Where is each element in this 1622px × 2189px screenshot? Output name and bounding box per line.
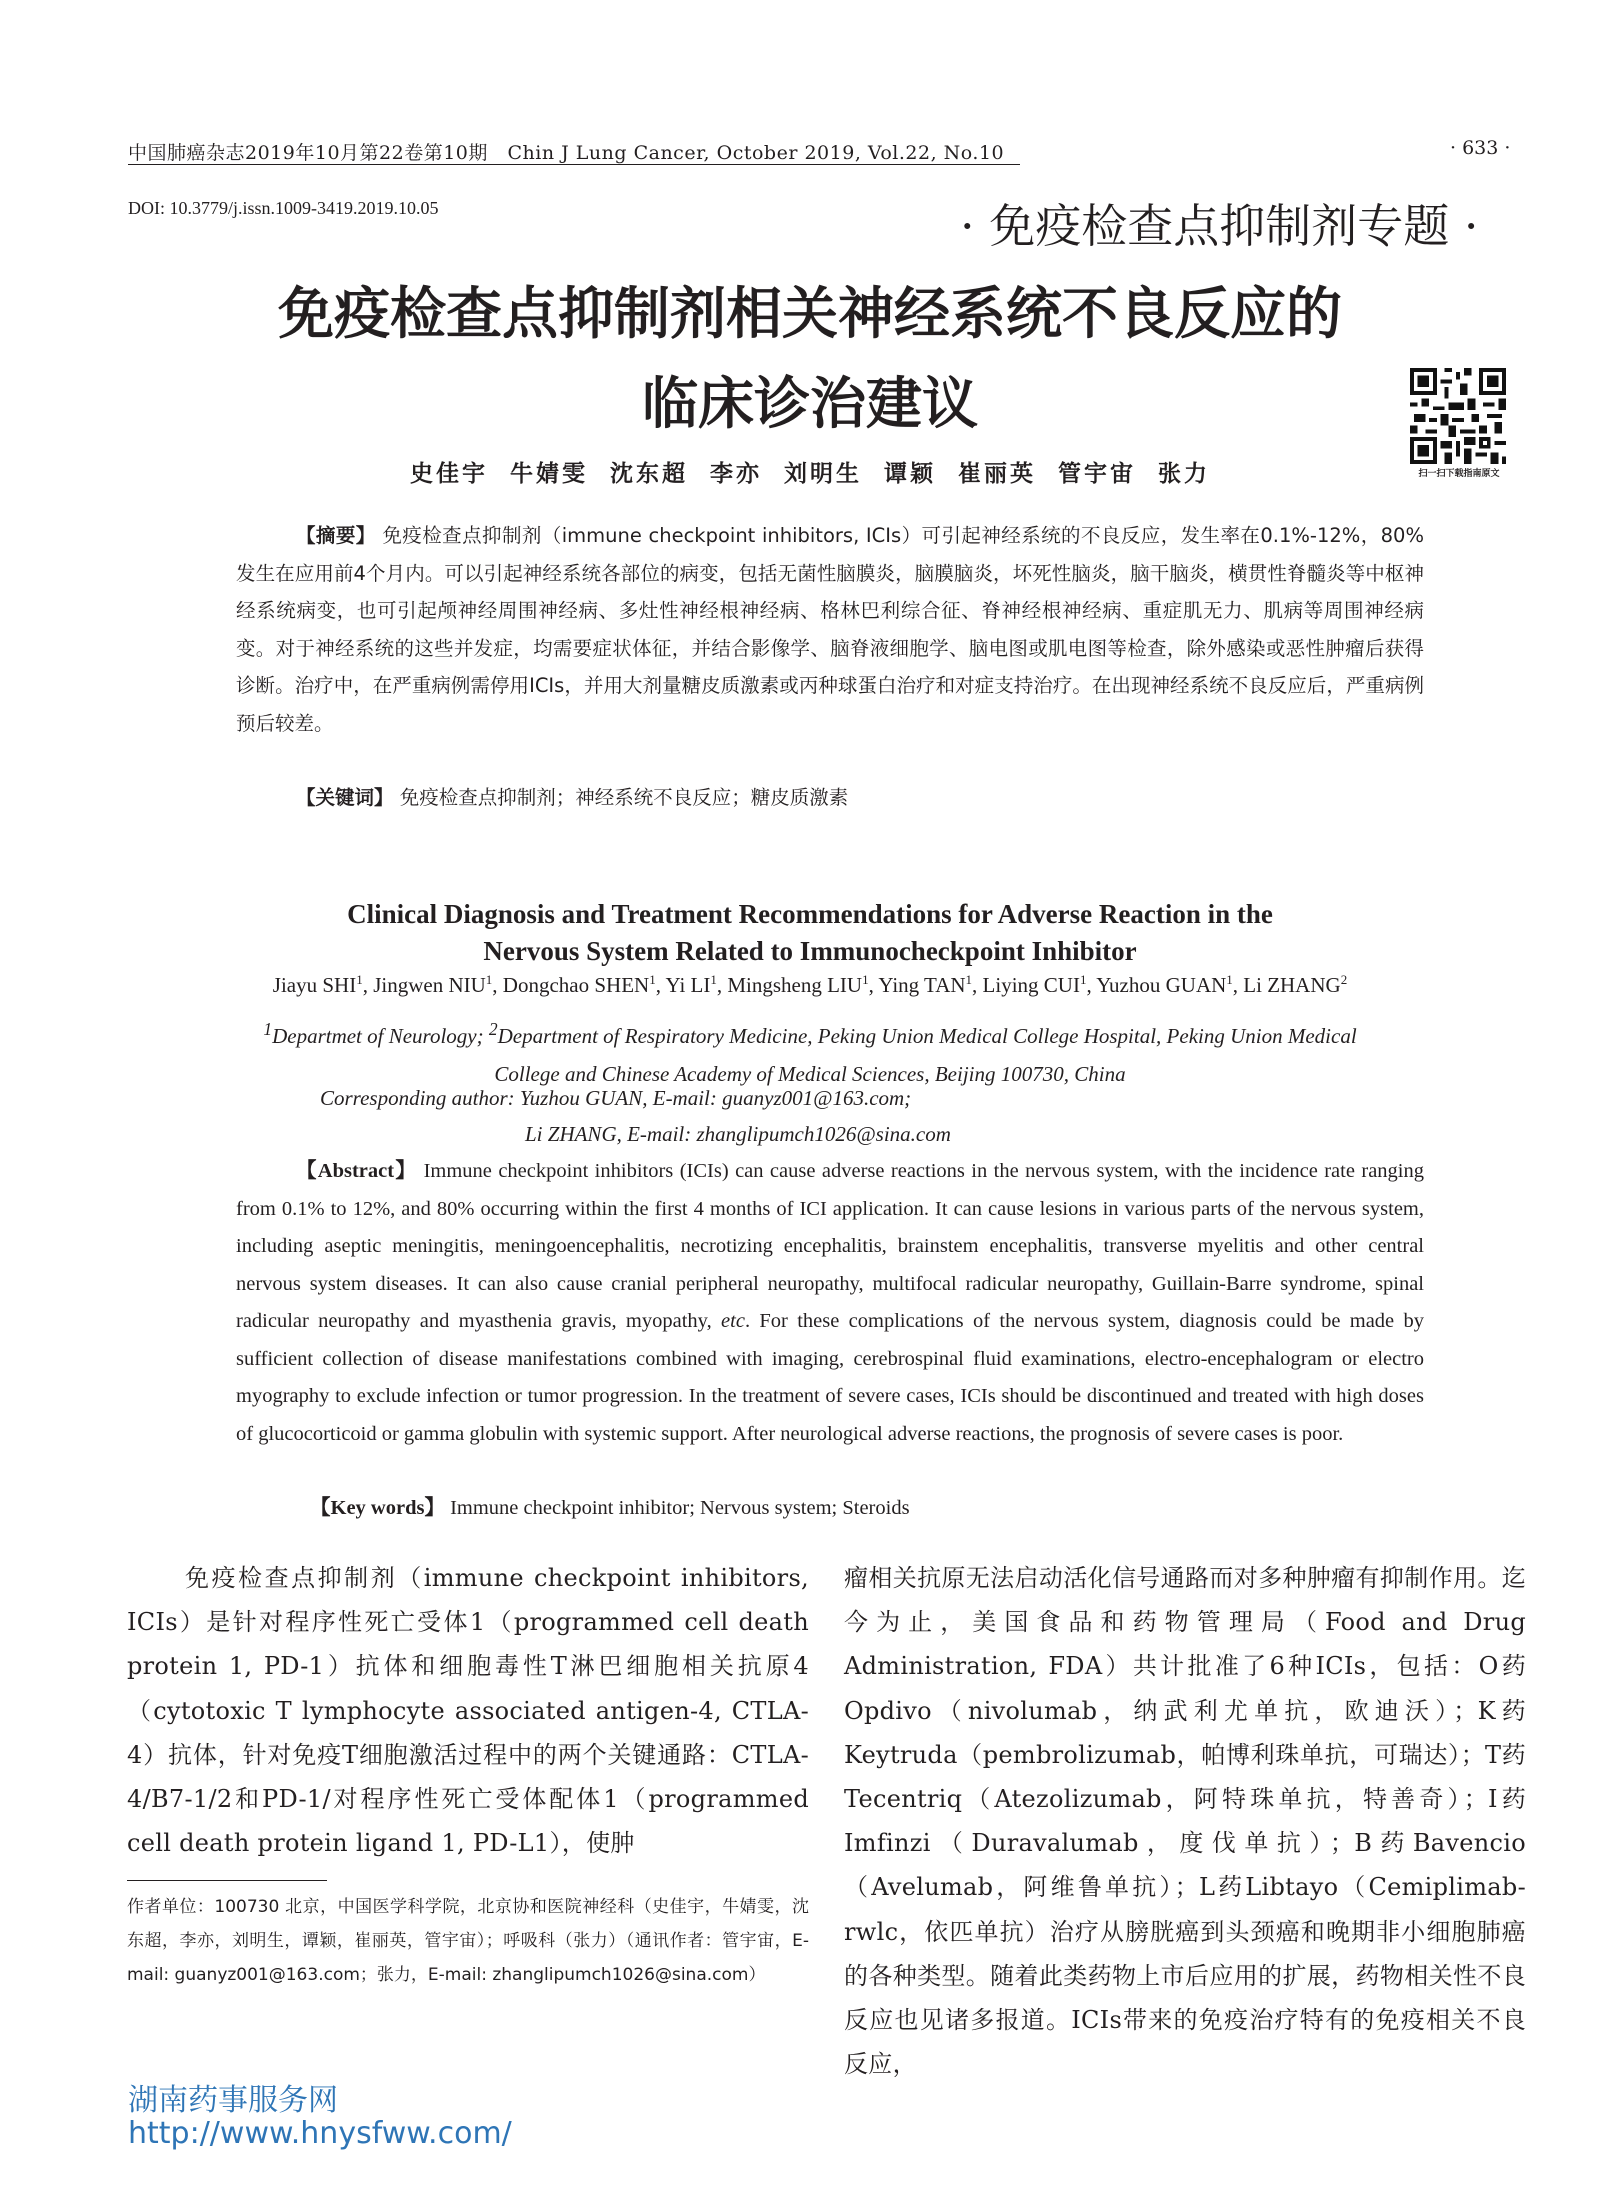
title-zh-line1: 免疫检查点抑制剂相关神经系统不良反应的: [278, 282, 1342, 347]
affiliation-line1: $^1$Departmet of Neurology; $^2$Department of Respiratory Medicine, Peking Union Medical College Hospital, Peking Union Medical: [263, 1019, 1357, 1048]
abstract-en-text2: . For these complications of the nervous system, diagnosis could be made by sufficient collection of disease manifestations combined with imaging, cerebrospinal fluid examinations, electro-encephalogram or electro myography to exclude infection or tumor progression. In the treatment of severe cases, ICIs should be discontinued and treated with high doses of glucocorticoid or gamma globulin with systemic support. After neurological adverse reactions, the prognosis of severe cases is poor.: [236, 1310, 1424, 1445]
footnote-rule: [127, 1880, 327, 1881]
author-en: Yi $LI^1$: [665, 972, 717, 997]
keywords-zh: [296, 779, 1424, 817]
keywords-en: [310, 1490, 910, 1520]
author-en: Li ZHANG$^2$: [1243, 972, 1348, 997]
page-number: · 633 ·: [1450, 137, 1511, 159]
abstract-en: [236, 1153, 1424, 1453]
journal-header: 中国肺癌杂志2019年10月第22卷第10期 Chin J Lung Cancer, October 2019, Vol.22, No.10: [128, 142, 1005, 164]
authors-en: Jiayu SHI$^1$, Jingwen NIU$^1$, Dongchao SHEN$^1$, Yi $LI^1$, Mingsheng LIU$^1$, Ying TAN$^1$, Liying CUI$^1$, Yuzhou GUAN$^1$, Li ZHANG$^2$: [272, 972, 1348, 997]
author-en: Yuzhou GUAN$^1$: [1096, 972, 1233, 997]
body-text-right-column: 瘤相关抗原无法启动活化信号通路而对多种肿瘤有抑制作用。迄今为止，美国食品和药物管理局（Food and Drug Administration, FDA）共计批准了6种ICIs，包括：O药Opdivo（nivolumab，纳武利尤单抗，欧迪沃）；K药Keytruda（pembrolizumab，帕博利珠单抗，可瑞达）；T药Tecentriq（Atezolizumab，阿特珠单抗，特善奇）；I药Imfinzi（Duravalumab，度伐单抗）；B药Bavencio（Avelumab，阿维鲁单抗）；L药Libtayo（Cemiplimab-rwlc，依匹单抗）治疗从膀胱癌到头颈癌和晚期非小细胞肺癌的各种类型。随着此类药物上市后应用的扩展，药物相关性不良反应也见诸多报道。ICIs带来的免疫治疗特有的免疫相关不良反应，: [844, 1564, 1526, 2079]
corresponding-author-1: Corresponding author: Yuzhou GUAN, E-mail: guanyz001@163.com;: [320, 1086, 912, 1110]
author-en: Jingwen NIU$^1$: [373, 972, 493, 997]
abstract-zh: [236, 517, 1424, 742]
abstract-zh-label: 【摘要】: [296, 524, 376, 547]
watermark-site-name: 湖南药事服务网: [128, 2083, 338, 2118]
author-affiliation-mark: 1: [649, 972, 656, 987]
keywords-zh-label: 【关键词】: [296, 786, 394, 809]
abstract-en-etc: etc: [721, 1310, 745, 1332]
author-affiliation-mark: 2: [1340, 972, 1348, 987]
author-affiliation-mark: 1: [710, 972, 717, 987]
author-en: Liying CUI$^1$: [982, 972, 1087, 997]
keywords-en-text: Immune checkpoint inhibitor; Nervous system; Steroids: [450, 1497, 910, 1519]
affiliation-line2: College and Chinese Academy of Medical Sciences, Beijing 100730, China: [494, 1062, 1126, 1086]
author-en: Ying TAN$^1$: [878, 972, 973, 997]
qr-caption: 扫一扫下载指南原文: [1418, 469, 1500, 479]
author-affiliation-mark: 1: [965, 972, 973, 987]
author-affiliation-mark: 1: [1079, 972, 1087, 987]
doi[interactable]: DOI: 10.3779/j.issn.1009-3419.2019.10.05: [128, 198, 439, 218]
title-en-line2: Nervous System Related to Immunocheckpoint Inhibitor: [483, 936, 1137, 966]
author-en: Jiayu SHI$^1$: [272, 972, 363, 997]
author-affiliation-footnote: 作者单位：100730 北京，中国医学科学院，北京协和医院神经科（史佳宇，牛婧雯，沈东超，李亦，刘明生，谭颖，崔丽英，管宇宙）；呼吸科（张力）（通讯作者：管宇宙，E-mail: guanyz001@163.com；张力，E-mail: zhanglipumch1026@sina.com）: [127, 1897, 809, 1985]
qr-code-icon[interactable]: [1410, 368, 1506, 464]
author-affiliation-mark: 1: [862, 972, 869, 987]
affiliations-en: [150, 1010, 1470, 1093]
article-title-zh: [150, 270, 1470, 450]
abstract-zh-text: 免疫检查点抑制剂（immune checkpoint inhibitors, ICIs）可引起神经系统的不良反应，发生率在0.1%-12%，80%发生在应用前4个月内。可以引起神经系统各部位的病变，包括无菌性脑膜炎，脑膜脑炎，坏死性脑炎，脑干脑炎，横贯性脊髓炎等中枢神经系统病变，也可引起颅神经周围神经病、多灶性神经根神经病、格林巴利综合征、脊神经根神经病、重症肌无力、肌病等周围神经病变。对于神经系统的这些并发症，均需要症状体征，并结合影像学、脑脊液细胞学、脑电图或肌电图等检查，除外感染或恶性肿瘤后获得诊断。治疗中，在严重病例需停用ICIs，并用大剂量糖皮质激素或丙种球蛋白治疗和对症支持治疗。在出现神经系统不良反应后，严重病例预后较差。: [236, 524, 1424, 735]
watermark-url[interactable]: http://www.hnysfww.com/: [128, 2116, 512, 2151]
author-en: Dongchao SHEN$^1$: [502, 972, 656, 997]
abstract-en-text: Immune checkpoint inhibitors (ICIs) can cause adverse reactions in the nervous system, with the incidence rate ranging from 0.1% to 12%, and 80% occurring within the first 4 months of ICI application. It can cause lesions in various parts of the nervous system, including aseptic meningitis, meningoencephalitis, necrotizing encephalitis, brainstem encephalitis, transverse myelitis and other central nervous system diseases. It can also cause cranial peripheral neuropathy, multifocal radicular neuropathy, Guillain-Barre syndrome, spinal radicular neuropathy and myasthenia gravis, myopathy,: [236, 1160, 1424, 1332]
keywords-zh-text: 免疫检查点抑制剂；神经系统不良反应；糖皮质激素: [399, 786, 849, 809]
special-topic-label: · 免疫检查点抑制剂专题 ·: [960, 199, 1479, 253]
author-en: Mingsheng LIU$^1$: [727, 972, 869, 997]
keywords-en-label: 【Key words】: [310, 1497, 445, 1519]
author-affiliation-mark: 1: [1226, 972, 1233, 987]
corresponding-author-2: Li ZHANG, E-mail: zhanglipumch1026@sina.com: [525, 1122, 951, 1146]
article-title-en: [150, 896, 1470, 970]
title-zh-line2: 临床诊治建议: [642, 372, 978, 437]
authors-zh: 史佳宇 牛婧雯 沈东超 李亦 刘明生 谭颖 崔丽英 管宇宙 张力: [409, 460, 1211, 487]
author-affiliation-mark: 1: [485, 972, 493, 987]
header-rule: [128, 164, 1020, 165]
body-text-left-column: 免疫检查点抑制剂（immune checkpoint inhibitors, ICIs）是针对程序性死亡受体1（programmed cell death protein 1, PD-1）抗体和细胞毒性T淋巴细胞相关抗原4（cytotoxic T lymphocyte associated antigen-4, CTLA-4）抗体，针对免疫T细胞激活过程中的两个关键通路：CTLA-4/B7-1/2和PD-1/对程序性死亡受体配体1（programmed cell death protein ligand 1, PD-L1），使肿: [127, 1564, 809, 1858]
author-affiliation-mark: 1: [356, 972, 363, 987]
title-en-line1: Clinical Diagnosis and Treatment Recommendations for Adverse Reaction in the: [347, 899, 1273, 929]
abstract-en-label: 【Abstract】: [296, 1160, 418, 1182]
